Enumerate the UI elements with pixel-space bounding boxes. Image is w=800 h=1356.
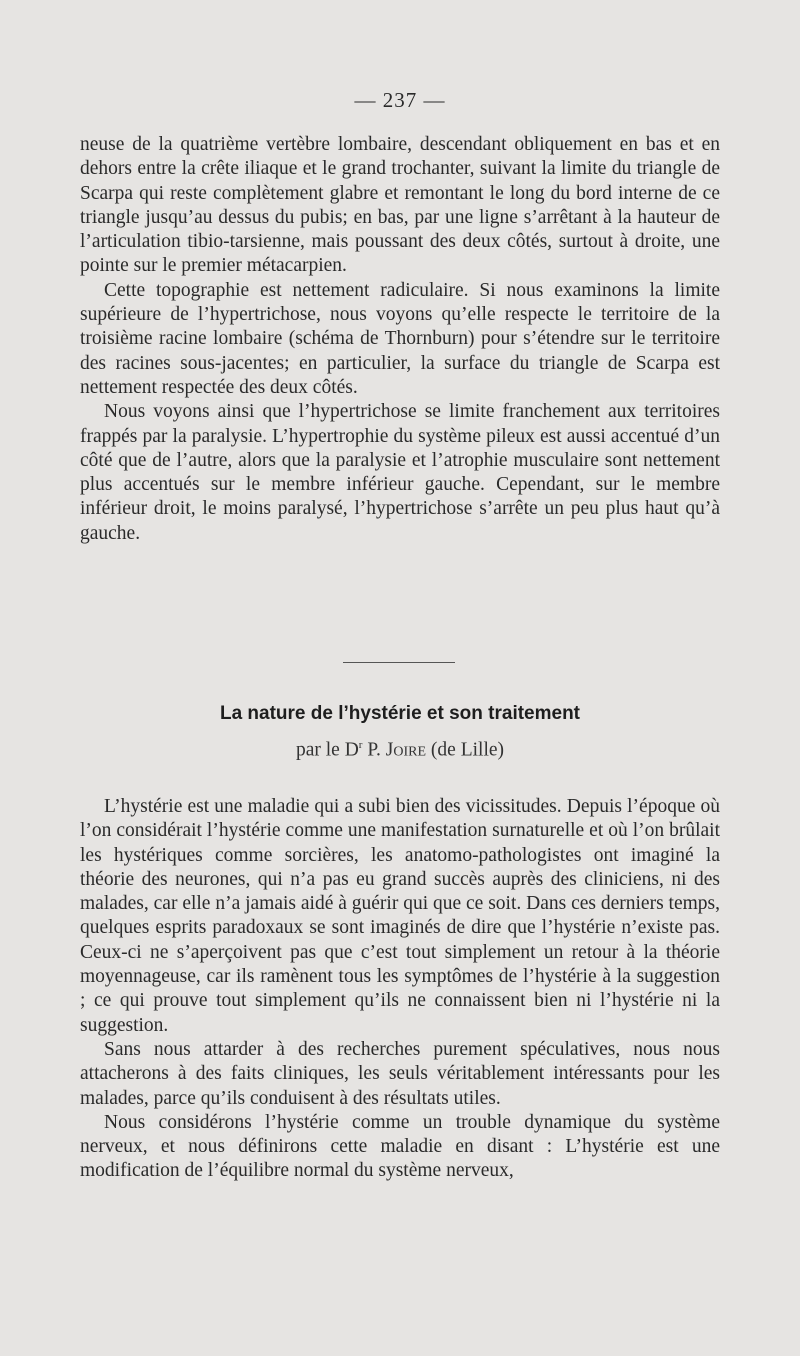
- byline-suffix: (de Lille): [426, 739, 505, 761]
- article-byline: [0, 739, 800, 762]
- article-title: La nature de l’hystérie et son traitement: [219, 703, 581, 724]
- continued-text: [80, 133, 720, 546]
- paragraph: Nous voyons ainsi que l’hypertrichose se limite franchement aux territoires frappés par la paralysie. L’hypertrophie du système pileux est aussi accentué d’un côté que de l’autre, alors que la paralysie et l’atrophie musculaire sont nettement plus accentués sur le membre inférieur gauche. Cependant, sur le membre inférieur droit, le moins paralysé, l’hypertrichose s’arrête un peu plus haut qu’à gauche.: [80, 401, 720, 544]
- byline-sup: r: [358, 739, 363, 751]
- paragraph: Nous considérons l’hystérie comme un trouble dynamique du système nerveux, et nous définirons cette maladie en disant : L’hystérie est une modification de l’équilibre normal du système nerveux,: [80, 1111, 720, 1182]
- paragraph: Sans nous attarder à des recherches purement spéculatives, nous nous attacherons à des faits cliniques, les seuls véritablement intéressants pour les malades, parce qu’ils conduisent à des résultats utiles.: [80, 1038, 720, 1109]
- article-body: [80, 795, 720, 1184]
- section-divider: [343, 662, 455, 663]
- page-number: — 237 —: [354, 88, 446, 112]
- paragraph: L’hystérie est une maladie qui a subi bien des vicissitudes. Depuis l’époque où l’on considérait l’hystérie comme une manifestation surnaturelle et où l’on brûlait les hystériques comme sorcières, les anatomo-pathologistes ont imaginé la théorie des neurones, qui n’a pas eu grand succès auprès des cliniciens, ni des malades, car elle n’a jamais aidé à guérir qui que ce soit. Dans ces derniers temps, quelques esprits paradoxaux se sont imaginés de dire que l’hystérie n’existe pas. Ceux-ci ne s’aperçoivent pas que c’est tout simplement un retour à la théorie moyennageuse, car ils ramènent tous les symptômes de l’hystérie à la suggestion ; ce qui prouve tout simplement qu’ils ne connaissent bien ni l’hystérie ni la suggestion.: [80, 796, 720, 1036]
- byline-author: Joire: [385, 739, 427, 761]
- paragraph: neuse de la quatrième vertèbre lombaire, descendant obliquement en bas et en dehors entre la crête iliaque et le grand trochanter, suivant la limite du triangle de Scarpa qui reste complètement glabre et remontant le long du bord interne de ce triangle jusqu’au dessus du pubis; en bas, par une ligne s’arrêtant à la hauteur de l’articulation tibio-tarsienne, mais poussant des deux côtés, surtout à droite, une pointe sur le premier métacarpien.: [80, 134, 720, 277]
- byline-initial: P.: [362, 739, 386, 761]
- byline-prefix: par le D: [295, 739, 359, 761]
- paragraph: Cette topographie est nettement radiculaire. Si nous examinons la limite supérieure de l’hypertrichose, nous voyons qu’elle respecte le territoire de la troisième racine lombaire (schéma de Thornburn) pour s’étendre sur le territoire des racines sous-jacentes; en particulier, la surface du triangle de Scarpa est nettement respectée des deux côtés.: [80, 279, 720, 398]
